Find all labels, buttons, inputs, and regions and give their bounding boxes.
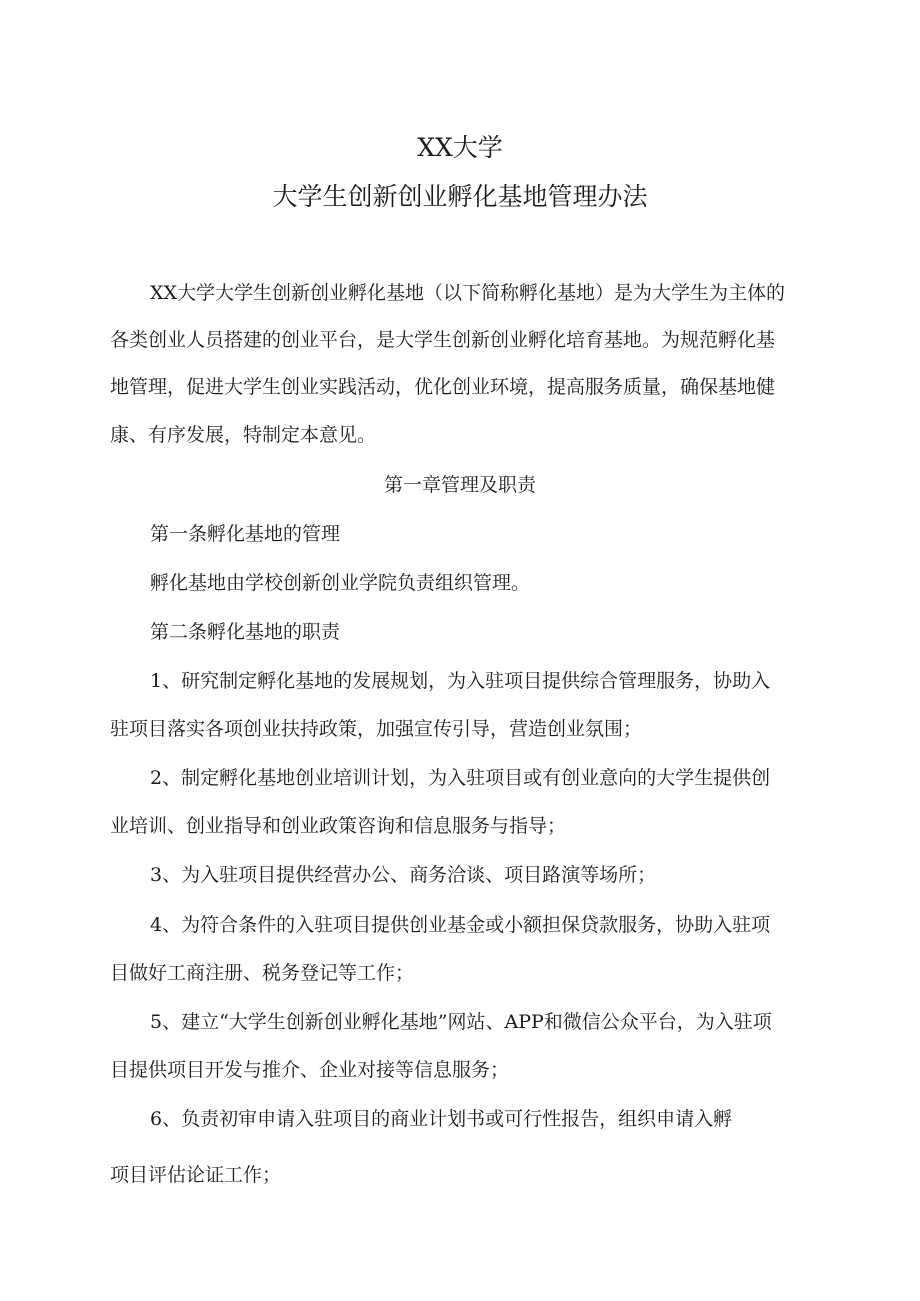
- list-item-5-line-1: 5、建立“大学生创新创业孵化基地”网站、APP和微信公众平台，为入驻项: [150, 1011, 772, 1033]
- intro-line-3: 地管理，促进大学生创业实践活动，优化创业环境，提高服务质量，确保基地健: [110, 376, 776, 398]
- list-item-4-line-1: 4、为符合条件的入驻项目提供创业基金或小额担保贷款服务，协助入驻项: [150, 914, 771, 936]
- document-title-line1: XX大学: [417, 133, 503, 162]
- list-item-5-line-2: 目提供项目开发与推介、企业对接等信息服务；: [110, 1059, 510, 1081]
- list-item-1-line-2: 驻项目落实各项创业扶持政策，加强宣传引导，营造创业氛围；: [110, 718, 643, 740]
- list-item-2-line-1: 2、制定孵化基地创业培训计划，为入驻项目或有创业意向的大学生提供创: [150, 767, 771, 789]
- intro-line-1: XX大学大学生创新创业孵化基地（以下简称孵化基地）是为大学生为主体的: [150, 282, 786, 304]
- list-item-6-line-1: 6、负责初审申请入驻项目的商业计划书或可行性报告，组织申请入孵: [150, 1108, 733, 1130]
- intro-line-4: 康、有序发展，特制定本意见。: [110, 424, 377, 446]
- list-item-2-line-2: 业培训、创业指导和创业政策咨询和信息服务与指导；: [110, 815, 567, 837]
- list-item-3-line-1: 3、为入驻项目提供经营办公、商务洽谈、项目路演等场所；: [150, 864, 657, 886]
- article1-heading: 第一条孵化基地的管理: [150, 523, 341, 545]
- list-item-1-line-1: 1、研究制定孵化基地的发展规划，为入驻项目提供综合管理服务，协助入: [150, 670, 771, 692]
- list-item-6-line-2: 项目评估论证工作；: [110, 1164, 282, 1186]
- list-item-4-line-2: 目做好工商注册、税务登记等工作；: [110, 962, 415, 984]
- document-title-line2: 大学生创新创业孵化基地管理办法: [272, 182, 648, 211]
- article1-text: 孵化基地由学校创新创业学院负责组织管理。: [150, 572, 531, 594]
- chapter-heading: 第一章管理及职责: [383, 474, 536, 496]
- article2-heading: 第二条孵化基地的职责: [150, 621, 341, 643]
- intro-line-2: 各类创业人员搭建的创业平台，是大学生创新创业孵化培育基地。为规范孵化基: [110, 329, 776, 351]
